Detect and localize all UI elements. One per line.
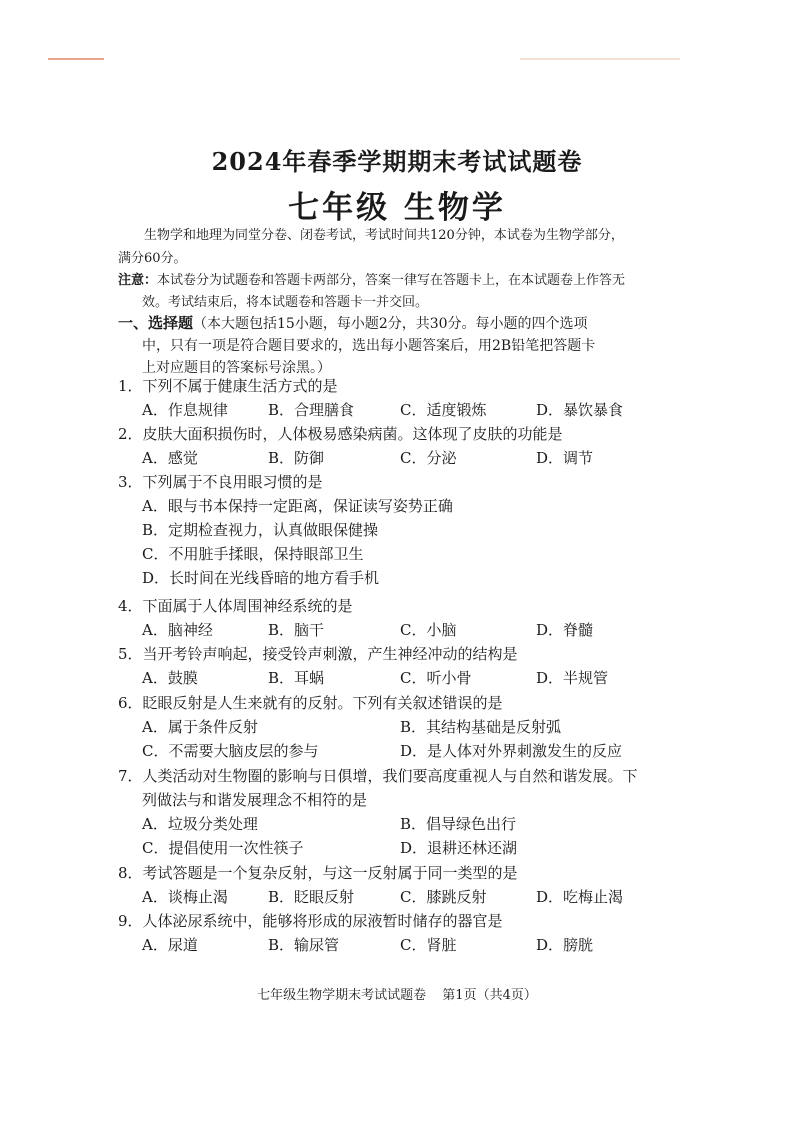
option-b: B．倡导绿色出行	[400, 815, 517, 833]
question-stem: 8．考试答题是一个复杂反射，与这一反射属于同一类型的是	[118, 864, 518, 882]
intro-line-1: 生物学和地理为同堂分卷、闭卷考试，考试时间共120分钟，本试卷为生物学部分，	[144, 228, 624, 243]
page-footer	[0, 984, 794, 1003]
question-options	[118, 836, 678, 860]
option-d: D．调节	[536, 449, 594, 467]
option-c: C．适度锻炼	[400, 401, 487, 419]
option-b: B．眨眼反射	[268, 888, 355, 906]
question-9	[118, 909, 678, 957]
option-a: A．脑神经	[142, 621, 213, 639]
option-b: B．合理膳食	[268, 401, 355, 419]
question-1	[118, 374, 678, 422]
section-heading: 一、选择题	[118, 314, 194, 332]
question-6	[118, 691, 678, 763]
option-c: C．听小骨	[400, 669, 472, 687]
option-d: D．退耕还林还湖	[400, 839, 518, 857]
option-d: D．半规管	[536, 669, 609, 687]
option-d: D．吃梅止渴	[536, 888, 624, 906]
option-a: A．尿道	[142, 936, 198, 954]
notice-line-1: 本试卷分为试题卷和答题卡两部分，答案一律写在答题卡上，在本试题卷上作答无	[157, 273, 626, 288]
footer-exam-name: 七年级生物学期末考试试题卷	[257, 988, 427, 1003]
question-2	[118, 422, 678, 470]
option-a: A．作息规律	[142, 401, 228, 419]
question-stem-cont: 列做法与和谐发展理念不相符的是	[142, 791, 368, 809]
question-stem: 7．人类活动对生物圈的影响与日俱增，我们要高度重视人与自然和谐发展。下	[118, 767, 638, 785]
question-options	[118, 739, 678, 763]
option-c: C．不用脏手揉眼，保持眼部卫生	[142, 545, 364, 563]
option-a: A．感觉	[142, 449, 198, 467]
question-options	[118, 885, 678, 909]
question-stem: 3．下列属于不良用眼习惯的是	[118, 473, 323, 491]
scan-edge-mark-right	[520, 58, 680, 60]
option-a: A．属于条件反射	[142, 718, 258, 736]
section-line-1: （本大题包括15小题，每小题2分，共30分。每小题的四个选项	[193, 316, 588, 332]
exam-intro	[118, 224, 678, 270]
question-options	[118, 618, 678, 642]
option-c: C．小脑	[400, 621, 457, 639]
question-stem: 9．人体泌尿系统中，能够将形成的尿液暂时储存的器官是	[118, 912, 503, 930]
exam-title: 2024年春季学期期末考试试题卷	[211, 147, 583, 176]
question-8	[118, 861, 678, 909]
question-7	[118, 764, 678, 860]
question-stem: 4．下面属于人体周围神经系统的是	[118, 597, 353, 615]
option-b: B．脑干	[268, 621, 325, 639]
option-d: D．脊髓	[536, 621, 594, 639]
option-b: B．其结构基础是反射弧	[400, 718, 562, 736]
option-c: C．分泌	[400, 449, 457, 467]
question-5	[118, 642, 678, 690]
option-c: C．提倡使用一次性筷子	[142, 839, 304, 857]
question-options	[118, 812, 678, 836]
option-a: A．鼓膜	[142, 669, 198, 687]
question-stem: 1．下列不属于健康生活方式的是	[118, 377, 338, 395]
question-options	[118, 398, 678, 422]
question-options	[118, 446, 678, 470]
option-c: C．不需要大脑皮层的参与	[142, 742, 319, 760]
option-a: A．眼与书本保持一定距离，保证读写姿势正确	[142, 497, 453, 515]
option-b: B．耳蜗	[268, 669, 325, 687]
exam-subject: 七年级 生物学	[288, 190, 506, 226]
question-options	[118, 715, 678, 739]
option-b: B．防御	[268, 449, 325, 467]
option-d: D．长时间在光线昏暗的地方看手机	[142, 569, 380, 587]
question-3	[118, 470, 678, 590]
question-options	[118, 666, 678, 690]
exam-notice	[118, 270, 678, 314]
question-stem: 2．皮肤大面积损伤时，人体极易感染病菌。这体现了皮肤的功能是	[118, 425, 563, 443]
option-d: D．是人体对外界刺激发生的反应	[400, 742, 623, 760]
question-4	[118, 594, 678, 642]
option-a: A．垃圾分类处理	[142, 815, 258, 833]
option-b: B．定期检查视力，认真做眼保健操	[142, 521, 379, 539]
option-b: B．输尿管	[268, 936, 340, 954]
option-d: D．暴饮暴食	[536, 401, 624, 419]
intro-line-2: 满分60分。	[118, 251, 187, 266]
option-c: C．膝跳反射	[400, 888, 487, 906]
notice-line-2: 效。考试结束后，将本试题卷和答题卡一并交回。	[142, 295, 429, 310]
notice-label: 注意：	[118, 273, 158, 288]
scan-edge-mark	[48, 58, 104, 60]
option-c: C．肾脏	[400, 936, 457, 954]
section-line-2: 中，只有一项是符合题目要求的，选出每小题答案后，用2B铅笔把答题卡	[142, 338, 596, 354]
footer-page-number: 第1页（共4页）	[442, 988, 537, 1003]
question-options	[118, 933, 678, 957]
option-d: D．膀胱	[536, 936, 594, 954]
question-stem: 6．眨眼反射是人生来就有的反射。下列有关叙述错误的是	[118, 694, 503, 712]
section-line-3: 上对应题目的答案标号涂黑。）	[142, 360, 331, 376]
section-choice	[118, 312, 678, 379]
question-stem: 5．当开考铃声响起，接受铃声刺激，产生神经冲动的结构是	[118, 645, 518, 663]
option-a: A．谈梅止渴	[142, 888, 228, 906]
